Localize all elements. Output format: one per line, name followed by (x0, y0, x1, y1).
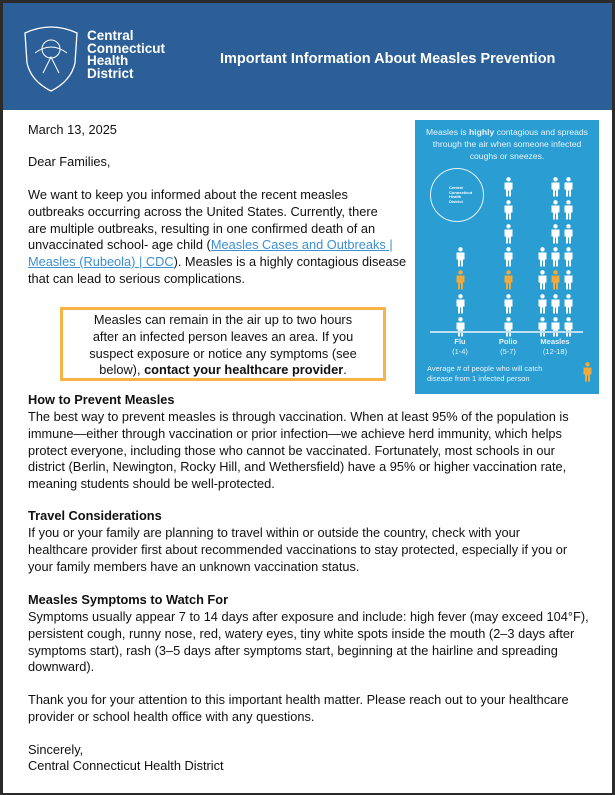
section-line: protect everyone, including those who cannot be vaccinated. Fortunately, most schools in our (28, 442, 555, 458)
person-icon (551, 247, 560, 267)
callout-box (60, 307, 386, 381)
person-icon (564, 294, 573, 314)
person-icon (564, 270, 573, 290)
infographic-heading (415, 126, 599, 162)
disease-range: (5-7) (500, 347, 516, 356)
logo-text: Central Connecticut Health District (449, 185, 473, 204)
section-heading: Travel Considerations (28, 508, 162, 523)
header-banner (3, 3, 612, 110)
callout-line: after an infected person leaves an area. If you (92, 328, 354, 344)
person-icon (456, 317, 465, 337)
person-icon (551, 224, 560, 244)
section-line: Symptoms usually appear 7 to 14 days after exposure and include: high fever (may exceed 104°F), (28, 609, 589, 624)
person-icon (504, 294, 513, 314)
person-icon (551, 317, 560, 337)
callout-text: below), (99, 362, 145, 378)
district-logo-badge (430, 168, 484, 222)
section-line: The best way to prevent measles is through vaccination. When at least 95% of the population is (28, 409, 569, 424)
person-icon (504, 177, 513, 197)
letter-page (3, 3, 612, 793)
person-icon (504, 317, 513, 337)
section-line: persistent cough, runny nose, red, watery eyes, tiny white spots inside the mouth (2–3 days after (28, 625, 575, 641)
person-icon (564, 317, 573, 337)
signature: Central Connecticut Health District (28, 758, 224, 773)
callout-line (63, 362, 383, 379)
person-icon (456, 294, 465, 314)
closing-line: provider or school health office with any questions. (28, 708, 315, 724)
disease-name: Measles (540, 337, 570, 346)
intro-text: ). Measles is a highly contagious disease (173, 254, 407, 269)
person-icon (456, 247, 465, 267)
heading-text: contagious and spreads (494, 127, 588, 137)
letter-date: March 13, 2025 (28, 122, 117, 137)
intro-line: We want to keep you informed about the recent measles (28, 187, 348, 202)
disease-name: Polio (498, 337, 518, 346)
legend-line: disease from 1 infected person (427, 374, 530, 383)
org-name-line: Health (87, 53, 129, 68)
person-icon (538, 317, 547, 337)
person-icon (564, 224, 573, 244)
section-line: your family members have an unknown vaccination status. (28, 558, 360, 574)
section-line: meaning students should be well-protected. (28, 476, 275, 492)
person-icon (564, 247, 573, 267)
intro-line (28, 254, 406, 271)
person-icon (551, 177, 560, 197)
callout-line: Measles can remain in the air up to two hours (93, 312, 353, 327)
person-icon (564, 200, 573, 220)
legend-person-icon (583, 362, 592, 382)
org-name-line: Connecticut (87, 40, 166, 56)
intro-line: that can lead to serious complications. (28, 271, 245, 286)
infographic-heading-line: through the air when someone infected (432, 139, 582, 149)
disease-name: Flu (454, 337, 466, 346)
legend-line: Average # of people who will catch (427, 364, 543, 373)
heading-emphasis: highly (469, 127, 495, 137)
callout-line: suspect exposure or notice any symptoms (see (89, 345, 357, 361)
org-name-line: Central (87, 28, 134, 43)
intro-line (28, 237, 393, 254)
signoff: Sincerely, (28, 742, 84, 757)
measles-infographic (415, 120, 599, 394)
section-line: downward). (28, 659, 95, 675)
person-icon (504, 200, 513, 220)
person-icon (504, 247, 513, 267)
disease-range: (1-4) (452, 347, 468, 356)
infographic-heading-line (415, 126, 599, 138)
section-heading: How to Prevent Measles (28, 392, 175, 407)
disease-range: (12-18) (542, 347, 568, 356)
cdc-link[interactable]: Measles (Rubeola) | CDC (28, 254, 174, 269)
intro-line: are multiple outbreaks, resulting in one confirmed death of an (28, 221, 376, 236)
section-line: district (Berlin, Newington, Rocky Hill, and Wethersfield) have a 95% or higher vaccination rate, (28, 459, 567, 475)
greeting: Dear Families, (28, 154, 111, 169)
person-icon (564, 177, 573, 197)
disease-label-measles (530, 337, 580, 357)
section-heading: Measles Symptoms to Watch For (28, 592, 229, 607)
org-name-line: District (87, 65, 134, 81)
disease-label-flu (435, 337, 485, 357)
intro-text: unvaccinated school- age child ( (28, 237, 211, 252)
person-icon (538, 270, 547, 290)
infographic-legend (427, 364, 542, 384)
section-line: If you or your family are planning to travel within or outside the country, check with your (28, 525, 520, 540)
person-icon (551, 200, 560, 220)
cdc-link[interactable]: Measles Cases and Outbreaks | (210, 237, 393, 252)
person-icon (538, 294, 547, 314)
district-logo-icon (21, 23, 81, 93)
section-line: healthcare provider first about recommended vaccinations to stay protected, especially if you or (28, 541, 568, 557)
callout-emphasis: contact your healthcare provider (144, 362, 344, 378)
person-icon (538, 247, 547, 267)
highlighted-person-icon (504, 270, 513, 290)
person-icon (551, 294, 560, 314)
baseline-divider (430, 331, 583, 333)
person-icon (504, 224, 513, 244)
org-name (87, 30, 165, 80)
intro-line: outbreaks occurring across the United States. Currently, there (28, 204, 378, 219)
heading-text: Measles is (426, 127, 469, 137)
closing-line: Thank you for your attention to this important health matter. Please reach out to your healthcare (28, 692, 569, 707)
section-line: immune—either through vaccination or prior infection—we achieve herd immunity, which helps (28, 425, 562, 441)
highlighted-person-icon (456, 270, 465, 290)
disease-label-polio (483, 337, 533, 357)
highlighted-person-icon (551, 270, 560, 290)
section-line: symptoms start), rash (3–5 days after symptoms start, beginning at the hairline and spreading (28, 642, 558, 658)
callout-text: . (343, 362, 347, 378)
page-title: Important Information About Measles Prevention (220, 51, 556, 67)
infographic-heading-line: coughs or sneezes. (469, 151, 545, 161)
